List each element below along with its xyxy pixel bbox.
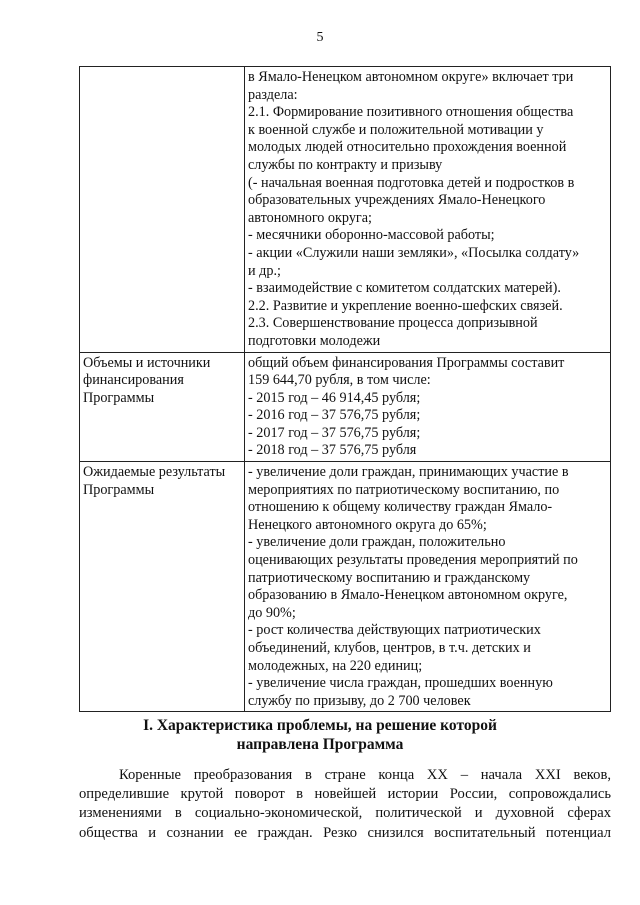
row-label-line: Программы: [83, 481, 155, 498]
row-label-cell: [80, 462, 245, 712]
row-content-line: молодых людей относительно прохождения военной: [248, 139, 567, 156]
row-content-line: мероприятиях по патриотическому воспитанию, по: [248, 481, 560, 498]
row-content-line: - 2015 год – 46 914,45 рубля;: [248, 389, 421, 406]
row-label-line: Объемы и источники: [83, 354, 211, 371]
row-content-line: 2.3. Совершенствование процесса допризывной: [248, 315, 538, 332]
row-content-line: патриотическому воспитанию и гражданскому: [248, 569, 531, 586]
row-label-cell: [80, 67, 245, 353]
table-row: [80, 352, 611, 462]
row-content-line: - рост количества действующих патриотических: [248, 622, 541, 639]
table-row: [80, 462, 611, 712]
row-content-line: - взаимодействие с комитетом солдатских матерей).: [248, 280, 561, 297]
body-line: изменениями в социально-экономической, политической и духовной сферах: [79, 805, 611, 822]
row-content-line: службу по призыву, до 2 700 человек: [248, 692, 471, 709]
body-line: Коренные преобразования в стране конца XX – начала XXI веков,: [119, 767, 611, 783]
row-content-line: объединений, клубов, центров, в т.ч. детских и: [248, 640, 531, 656]
row-content-line: - увеличение числа граждан, прошедших военную: [248, 675, 553, 692]
row-content-line: - 2016 год – 37 576,75 рубля;: [248, 407, 421, 424]
row-content-line: автономного округа;: [248, 209, 372, 226]
row-content-line: - 2017 год – 37 576,75 рубля;: [248, 424, 421, 441]
row-content-line: отношению к общему количеству граждан Ямало-: [248, 499, 553, 516]
row-content-cell: [245, 352, 611, 462]
row-content-line: общий объем финансирования Программы составит: [248, 354, 565, 371]
row-content-line: раздела:: [248, 86, 298, 103]
row-content-line: образованию в Ямало-Ненецком автономном округе,: [248, 587, 568, 604]
body-paragraph: [79, 766, 611, 843]
row-content-line: - увеличение доли граждан, положительно: [248, 534, 506, 551]
body-line: определившие крутой поворот в новейшей истории России, сопровождались: [79, 786, 611, 803]
row-content-line: (- начальная военная подготовка детей и подростков в: [248, 174, 575, 191]
section-title-line: I. Характеристика проблемы, на решение которой: [143, 717, 497, 734]
row-content-line: к военной службе и положительной мотивации у: [248, 121, 544, 138]
row-content-line: 2.1. Формирование позитивного отношения общества: [248, 104, 574, 121]
row-content-line: и др.;: [248, 262, 281, 279]
row-content-line: в Ямало-Ненецком автономном округе» включает три: [248, 69, 574, 85]
row-content-line: подготовки молодежи: [248, 332, 381, 349]
row-content-line: молодежных, на 220 единиц;: [248, 657, 423, 674]
row-label-line: финансирования: [83, 372, 184, 389]
table-row: [80, 67, 611, 353]
row-content-line: - увеличение доли граждан, принимающих участие в: [248, 464, 569, 481]
row-content-line: образовательных учреждениях Ямало-Ненецкого: [248, 192, 546, 209]
row-content-line: - месячники оборонно-массовой работы;: [248, 227, 495, 244]
row-content-line: Ненецкого автономного округа до 65%;: [248, 516, 487, 533]
row-content-line: 159 644,70 рубля, в том числе:: [248, 372, 431, 389]
row-content-cell: [245, 67, 611, 353]
program-passport-table: [79, 66, 611, 712]
section-title-line: направлена Программа: [236, 736, 404, 753]
row-content-line: до 90%;: [248, 604, 296, 621]
row-content-line: службы по контракту и призыву: [248, 156, 443, 173]
row-content-line: - 2018 год – 37 576,75 рубля: [248, 442, 417, 459]
row-content-line: - акции «Служили наши земляки», «Посылка солдату»: [248, 244, 580, 261]
row-content-line: оценивающих результаты проведения мероприятий по: [248, 552, 578, 569]
row-label-line: Ожидаемые результаты: [83, 464, 226, 481]
section-title: [0, 716, 640, 754]
row-content-cell: [245, 462, 611, 712]
page-number: 5: [316, 30, 324, 45]
row-label-cell: [80, 352, 245, 462]
body-line: общества и сознании ее граждан. Резко снизился воспитательный потенциал: [79, 824, 611, 841]
row-content-line: 2.2. Развитие и укрепление военно-шефских связей.: [248, 297, 563, 314]
row-label-line: Программы: [83, 389, 155, 406]
